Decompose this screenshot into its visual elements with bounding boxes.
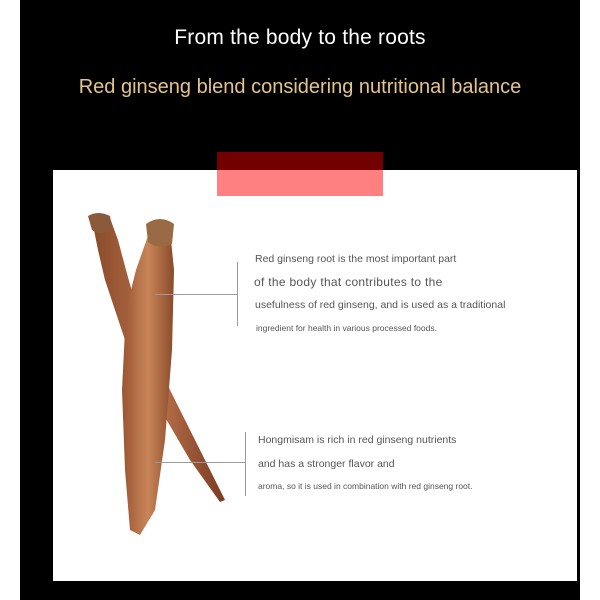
page-title: From the body to the roots	[174, 26, 426, 49]
callout-2-line-3: aroma, so it is used in combination with red ginseng root.	[258, 481, 473, 491]
page-subtitle: Red ginseng blend considering nutritional balance	[78, 76, 522, 98]
callout-connector-1	[155, 294, 238, 295]
callout-1-line-3: usefulness of red ginseng, and is used as a traditional	[255, 299, 506, 311]
callout-bracket-2	[245, 432, 246, 496]
callout-2-line-2: and has a stronger flavor and	[258, 458, 395, 470]
callout-connector-2	[155, 462, 246, 463]
callout-1-line-1: Red ginseng root is the most important part	[255, 253, 457, 265]
ginseng-root-image	[70, 210, 240, 540]
accent-block-dark	[217, 152, 383, 170]
callout-1-line-2: of the body that contributes to the	[254, 275, 443, 289]
callout-1-line-4: ingredient for health in various processed foods.	[256, 323, 437, 333]
callout-2-line-1: Hongmisam is rich in red ginseng nutrients	[258, 434, 457, 446]
accent-block-light	[217, 170, 383, 196]
